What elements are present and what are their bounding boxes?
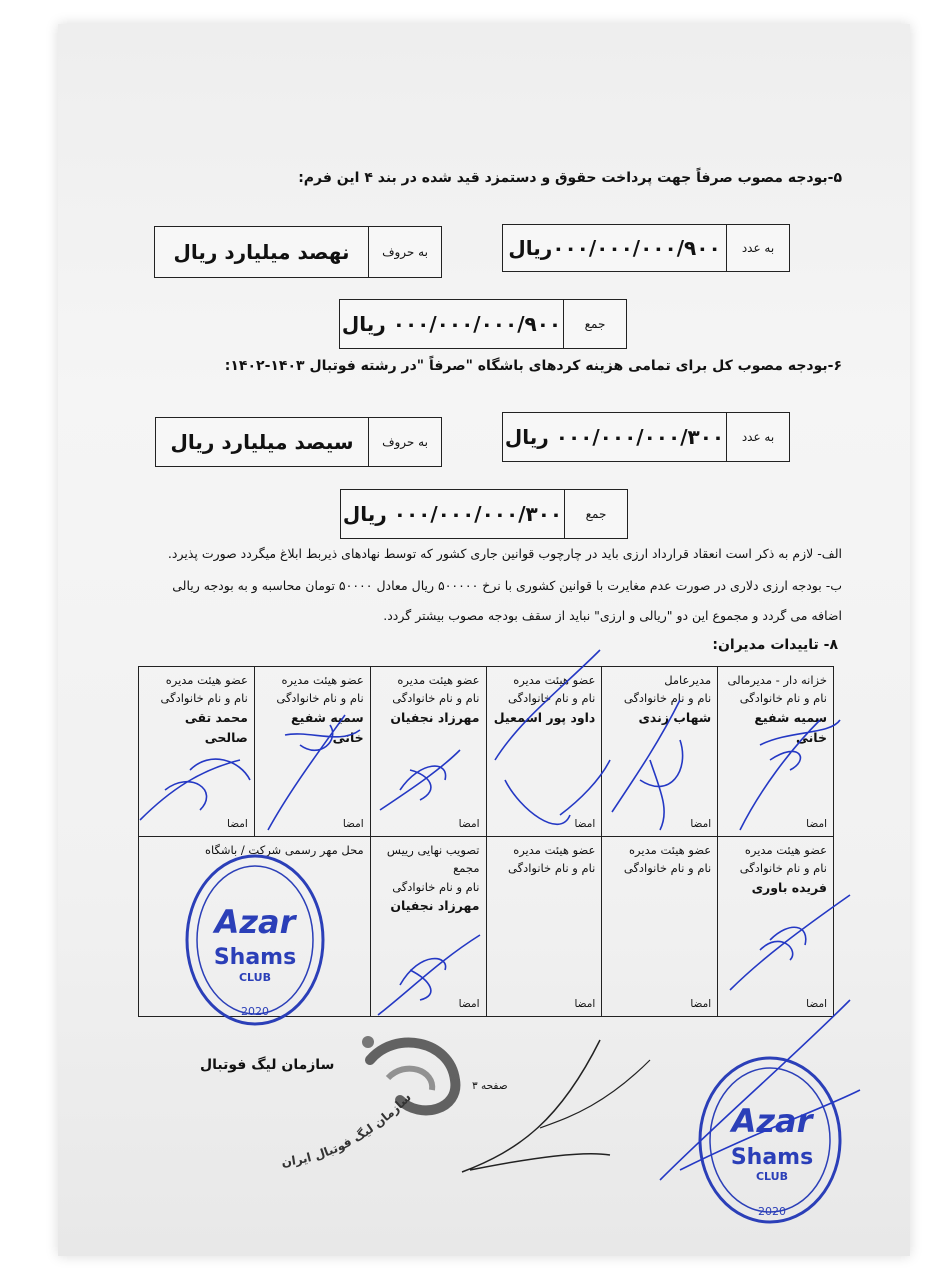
signatory-cell xyxy=(370,667,486,837)
approvals-table xyxy=(138,666,834,1017)
note-alef: الف- لازم به ذکر است انعقاد قرارداد ارزی باید در چارچوب قوانین جاری کشور که توسط نهادهای ذیربط ابلاغ میگردد صورت پذیرد. xyxy=(167,546,842,561)
signatory-name-label: نام و نام خانوادگی xyxy=(739,691,827,706)
signature-label: امضا xyxy=(806,998,827,1011)
signature-label: امضا xyxy=(806,818,827,831)
signatory-name-label: نام و نام خانوادگی xyxy=(623,691,712,706)
signatory-name: سمیه شفیع خانی xyxy=(754,709,827,745)
signatory-role: عضو هیئت مدیره xyxy=(281,673,364,687)
signatory-role: تصویب نهایی رییس xyxy=(386,843,480,857)
signatory-role: عضو هیئت مدیره xyxy=(629,843,712,857)
signatory-cell xyxy=(602,837,718,1017)
signatory-name-label: نام و نام خانوادگی xyxy=(392,691,480,706)
signatory-cell xyxy=(139,667,255,837)
signatory-name: داود پور اسمعیل xyxy=(493,709,596,725)
signature-label: امضا xyxy=(342,818,364,831)
section5-sum-value: ۰۰۰/۰۰۰/۰۰۰/۹۰۰ ریال xyxy=(341,312,562,336)
section5-number-value: ۰۰۰/۰۰۰/۰۰۰/۹۰۰ریال xyxy=(508,236,721,260)
svg-text:Azar: Azar xyxy=(731,1102,813,1140)
signatory-name-label: نام و نام خانوادگی xyxy=(623,861,712,876)
signatory-name: مهرزاد نجفیان xyxy=(390,898,480,914)
svg-text:Azar: Azar xyxy=(214,903,296,941)
signature-label: امضا xyxy=(690,818,712,831)
signatory-role: مدیرعامل xyxy=(664,673,712,687)
signatory-role: عضو هیئت مدیره xyxy=(513,843,596,857)
signatory-name-label: نام و نام خانوادگی xyxy=(739,861,827,876)
signatory-role: عضو هیئت مدیره xyxy=(513,673,596,687)
section6-words-value: سیصد میلیارد ریال xyxy=(170,430,354,454)
section5-number-box xyxy=(502,224,790,272)
section8-heading: ۸- تاییدات مدیران: xyxy=(712,637,838,653)
note-be-line2: اضافه می گردد و مجموع این دو "ریالی و ارزی" نباید از سقف بودجه مصوب بیشتر گردد. xyxy=(383,608,842,623)
signature-label: امضا xyxy=(574,818,596,831)
signatory-name: شهاب زندی xyxy=(638,709,712,725)
section6-number-label: به عدد xyxy=(726,413,789,461)
section5-sum-box xyxy=(339,299,627,349)
signature-label: امضا xyxy=(458,818,480,831)
signatory-cell xyxy=(254,667,370,837)
signatory-cell xyxy=(718,837,834,1017)
league-stamp-arc-text: سازمان لیگ فوتبال ایران xyxy=(280,1090,414,1170)
signatory-role-line2: مجمع xyxy=(453,861,480,876)
official-stamp-cell xyxy=(139,837,371,1017)
signatory-name: مهرزاد نجفیان xyxy=(390,709,480,725)
svg-text:CLUB: CLUB xyxy=(755,1170,789,1183)
signatory-role: عضو هیئت مدیره xyxy=(744,843,827,857)
signatory-name: فریده باوری xyxy=(751,879,827,895)
signature-label: امضا xyxy=(690,998,712,1011)
section6-words-box xyxy=(155,417,442,467)
svg-text:Shams: Shams xyxy=(213,945,297,970)
section6-sum-box xyxy=(340,489,628,539)
signatory-name-label: نام و نام خانوادگی xyxy=(276,691,364,706)
section6-sum-value: ۰۰۰/۰۰۰/۰۰۰/۳۰۰ ریال xyxy=(342,502,563,526)
signatory-cell xyxy=(602,667,718,837)
stamp-place-label: محل مهر رسمی شرکت / باشگاه xyxy=(205,843,364,857)
section6-sum-label: جمع xyxy=(564,490,627,538)
signatory-name-label: نام و نام خانوادگی xyxy=(508,691,596,706)
section5-sum-label: جمع xyxy=(563,300,626,348)
section5-words-label: به حروف xyxy=(368,227,441,277)
section6-number-box xyxy=(502,412,790,462)
signature-label: امضا xyxy=(458,998,480,1011)
signatory-name: محمد تقی صالحی xyxy=(184,709,248,745)
signatory-name-label: نام و نام خانوادگی xyxy=(160,691,248,706)
signatory-name: سمیه شفیع خانی xyxy=(291,709,364,745)
signatory-role: خزانه دار - مدیرمالی xyxy=(727,673,827,687)
signatory-cell xyxy=(718,667,834,837)
signatory-role: عضو هیئت مدیره xyxy=(165,673,248,687)
section6-number-value: ۰۰۰/۰۰۰/۰۰۰/۳۰۰ ریال xyxy=(504,425,725,449)
page-number: صفحه ۳ xyxy=(472,1080,508,1092)
signatory-name-label: نام و نام خانوادگی xyxy=(508,861,596,876)
signatory-cell xyxy=(486,667,602,837)
signature-label: امضا xyxy=(227,818,248,831)
section5-words-box xyxy=(154,226,442,278)
assembly-chair-cell xyxy=(370,837,486,1017)
signatory-name-label: نام و نام خانوادگی xyxy=(392,879,480,894)
svg-text:CLUB: CLUB xyxy=(238,971,272,984)
svg-text:2020: 2020 xyxy=(758,1205,786,1218)
signatory-role: عضو هیئت مدیره xyxy=(397,673,480,687)
svg-text:Shams: Shams xyxy=(730,1145,814,1170)
svg-text:2020: 2020 xyxy=(241,1005,269,1018)
section6-words-label: به حروف xyxy=(368,418,441,466)
section5-number-label: به عدد xyxy=(726,225,789,271)
signature-label: امضا xyxy=(574,998,596,1011)
section5-heading: ۵-بودجه مصوب صرفاً جهت پرداخت حقوق و دستمزد قید شده در بند ۴ این فرم: xyxy=(298,170,842,186)
league-name: سازمان لیگ فوتبال xyxy=(200,1057,335,1073)
section6-heading: ۶-بودجه مصوب کل برای تمامی هزینه کردهای باشگاه "صرفاً "در رشته فوتبال ۱۴۰۳-۱۴۰۲: xyxy=(224,358,842,374)
note-be-line1: ب- بودجه ارزی دلاری در صورت عدم مغایرت با قوانین کشوری با نرخ ۵۰۰۰۰۰ ریال معادل ۵۰۰۰۰ تومان محاسبه و به بودجه ریالی xyxy=(172,578,842,593)
section5-words-value: نهصد میلیارد ریال xyxy=(173,240,350,264)
signatory-cell xyxy=(486,837,602,1017)
